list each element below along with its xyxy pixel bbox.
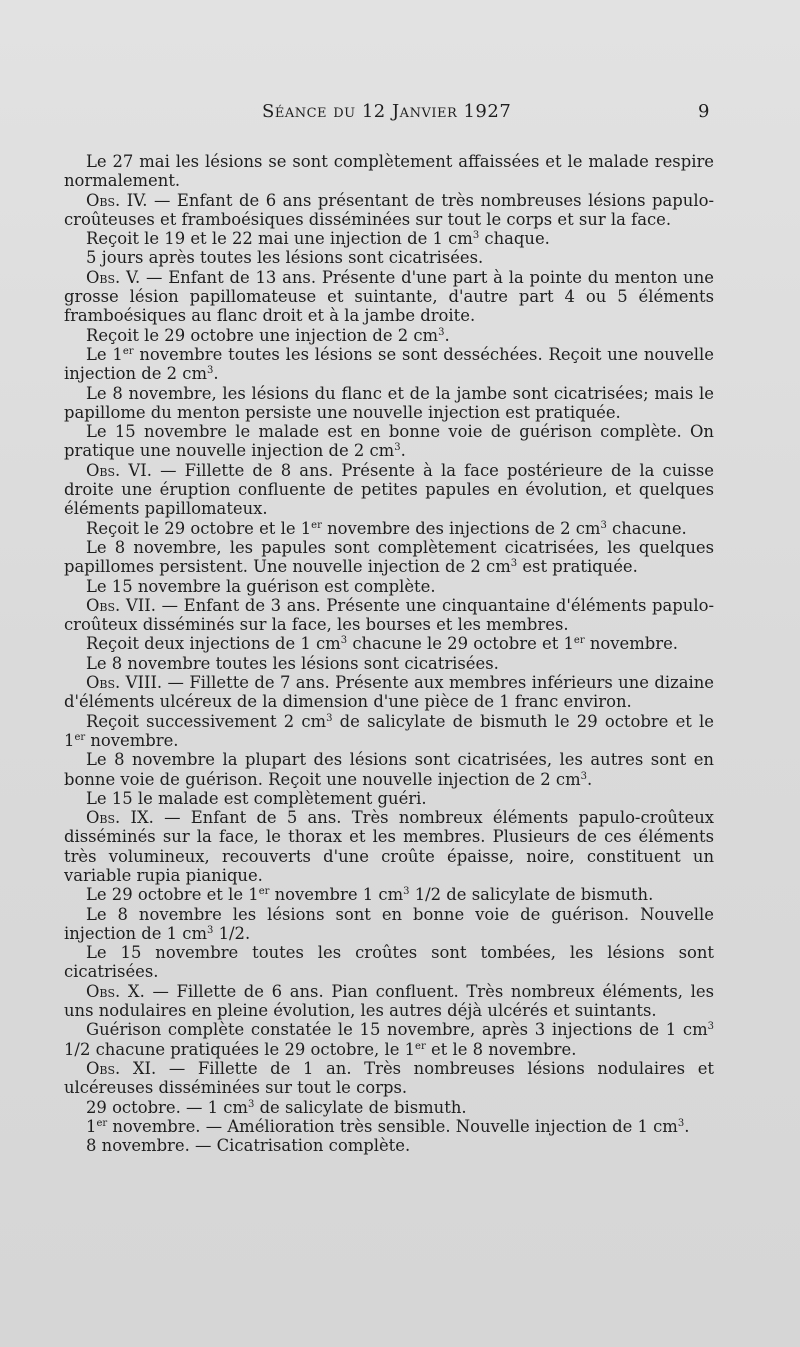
superscript: 3 xyxy=(207,924,214,936)
paragraph xyxy=(64,577,714,596)
text-run: Le 15 novembre le malade est en bonne voie de guérison complète. On pratique une nouvelle injection de 2 cm xyxy=(64,422,714,461)
superscript: 3 xyxy=(438,326,445,338)
text-run: . xyxy=(213,364,219,384)
paragraph xyxy=(64,519,714,538)
running-title: Séance du 12 Janvier 1927 xyxy=(262,101,512,122)
text-run: chacune le 29 octobre et 1 xyxy=(347,634,574,654)
paragraph xyxy=(64,634,714,653)
paragraph xyxy=(64,1098,714,1117)
text-run: Le 8 novembre les lésions sont en bonne voie de guérison. Nouvelle injection de 1 cm xyxy=(64,904,714,943)
paragraph xyxy=(64,248,714,267)
text-run: novembre des injections de 2 cm xyxy=(321,518,601,538)
paragraph xyxy=(64,345,714,384)
text-run: — Fillette de 6 ans. Pian confluent. Très nombreux éléments, les uns nodulaires en pleine évolution, les autres déjà ulcérés et suintants. xyxy=(64,981,714,1021)
superscript: 3 xyxy=(394,442,401,454)
superscript: er xyxy=(122,345,134,357)
paragraph xyxy=(64,885,714,904)
superscript: 3 xyxy=(580,770,587,782)
text-run: 1/2 chacune pratiquées le 29 octobre, le 1 xyxy=(64,1039,416,1059)
observation-label: Obs. X. xyxy=(86,981,145,1001)
superscript: er xyxy=(258,886,270,898)
paragraph xyxy=(64,1059,714,1098)
paragraph xyxy=(64,422,714,461)
superscript: 3 xyxy=(403,886,410,898)
text-run: de salicylate de bismuth le 29 octobre et le 1 xyxy=(64,711,714,750)
text-run: Le 15 novembre la guérison est complète. xyxy=(86,576,436,596)
superscript: 3 xyxy=(677,1117,685,1129)
text-run: — Enfant de 3 ans. Présente une cinquantaine d'éléments papulo-croûteux disséminés sur la face, les bourses et les membres. xyxy=(64,595,714,635)
text-run: novembre toutes les lésions se sont desséchées. Reçoit une nouvelle injection de 2 cm xyxy=(64,344,714,384)
paragraph xyxy=(64,538,714,577)
superscript: er xyxy=(573,635,585,647)
text-run: Reçoit deux injections de 1 cm xyxy=(86,634,341,654)
paragraph xyxy=(64,808,714,885)
text-run: novembre. xyxy=(584,634,678,654)
superscript: er xyxy=(96,1117,108,1129)
paragraph xyxy=(64,1136,714,1155)
superscript: 3 xyxy=(247,1098,255,1110)
paragraph xyxy=(64,268,714,326)
text-run: . xyxy=(684,1116,690,1136)
text-run: Le 15 le malade est complètement guéri. xyxy=(86,788,427,808)
text-run: — Fillette de 1 an. Très nombreuses lésions nodulaires et ulcéreuses disséminées sur tout le corps. xyxy=(64,1058,714,1098)
text-run: novembre. xyxy=(85,730,179,750)
text-run: 1 xyxy=(86,1116,97,1136)
text-run: Le 8 novembre la plupart des lésions sont cicatrisées, les autres sont en bonne voie de guérison. Reçoit une nouvelle injection de 2 cm xyxy=(64,750,714,789)
text-run: Le 8 novembre, les lésions du flanc et de la jambe sont cicatrisées; mais le papillome du menton persiste une nouvelle injection est pratiquée. xyxy=(64,383,714,422)
text-run: 29 octobre. — 1 cm xyxy=(86,1097,248,1117)
paragraph xyxy=(64,596,714,635)
paragraph xyxy=(64,789,714,808)
observation-label: Obs. XI. xyxy=(86,1058,157,1078)
superscript: er xyxy=(74,731,86,743)
paragraph xyxy=(64,654,714,673)
observation-label: Obs. V. xyxy=(86,267,141,287)
text-run: Guérison complète constatée le 15 novembre, après 3 injections de 1 cm xyxy=(86,1020,708,1040)
superscript: 3 xyxy=(707,1021,714,1033)
paragraph xyxy=(64,750,714,789)
superscript: er xyxy=(415,1040,426,1052)
text-run: — Enfant de 5 ans. Très nombreux éléments papulo-croûteux disséminés sur la face, le thorax et les membres. Plusieurs de ces éléments très volumineux, recouverts d'une croûte épaisse, noire, constituent un variable rupia pianique. xyxy=(64,808,714,885)
text-run: Reçoit le 29 octobre et le 1 xyxy=(86,518,312,538)
text-run: . xyxy=(587,769,593,789)
body-text xyxy=(64,152,714,1155)
paragraph xyxy=(64,982,714,1021)
paragraph xyxy=(64,673,714,712)
paragraph xyxy=(64,326,714,345)
page-number: 9 xyxy=(698,101,710,122)
text-run: Le 8 novembre toutes les lésions sont cicatrisées. xyxy=(86,653,499,673)
text-run: 1/2 de salicylate de bismuth. xyxy=(409,885,654,905)
text-run: — Fillette de 8 ans. Présente à la face postérieure de la cuisse droite une éruption confluente de petites papules en évolution, et quelques éléments papillomateux. xyxy=(64,460,715,519)
superscript: 3 xyxy=(472,230,480,242)
text-run: Le 1 xyxy=(86,344,123,364)
text-run: 8 novembre. — Cicatrisation complète. xyxy=(86,1136,411,1156)
superscript: 3 xyxy=(600,519,607,531)
paragraph xyxy=(64,1020,714,1059)
text-run: 1/2. xyxy=(213,923,251,943)
paragraph xyxy=(64,461,714,519)
text-run: et le 8 novembre. xyxy=(425,1039,577,1059)
paragraph xyxy=(64,943,714,982)
text-run: de salicylate de bismuth. xyxy=(254,1097,467,1117)
text-run: Reçoit le 29 octobre une injection de 2 cm xyxy=(86,325,439,345)
superscript: er xyxy=(311,519,322,531)
text-run: Le 29 octobre et le 1 xyxy=(86,885,259,905)
observation-label: Obs. IV. xyxy=(86,190,148,210)
observation-label: Obs. VII. xyxy=(86,595,156,615)
text-run: novembre 1 cm xyxy=(269,885,404,905)
text-run: — Enfant de 6 ans présentant de très nombreuses lésions papulo-croûteuses et framboésiques disséminées sur tout le corps et sur la face. xyxy=(64,190,715,229)
paragraph xyxy=(64,229,714,248)
text-run: chacune. xyxy=(606,518,687,538)
text-run: 5 jours après toutes les lésions sont cicatrisées. xyxy=(86,248,484,268)
text-run: Le 8 novembre, les papules sont complètement cicatrisées, les quelques papillomes persistent. Une nouvelle injection de 2 cm xyxy=(64,537,714,577)
observation-label: Obs. IX. xyxy=(86,808,154,828)
page-header xyxy=(0,101,800,131)
superscript: 3 xyxy=(340,635,348,647)
superscript: 3 xyxy=(510,558,518,570)
paragraph xyxy=(64,712,714,751)
paragraph xyxy=(64,905,714,944)
paragraph xyxy=(64,384,714,423)
text-run: Reçoit le 19 et le 22 mai une injection de 1 cm xyxy=(86,229,473,249)
text-run: Reçoit successivement 2 cm xyxy=(86,711,327,731)
paragraph xyxy=(64,1117,714,1136)
text-run: chaque. xyxy=(479,229,550,249)
observation-label: Obs. VI. xyxy=(86,460,152,480)
text-run: novembre. — Amélioration très sensible. Nouvelle injection de 1 cm xyxy=(107,1116,678,1136)
superscript: 3 xyxy=(207,365,214,377)
text-run: Le 27 mai les lésions se sont complètement affaissées et le malade respire normalement. xyxy=(64,152,714,191)
text-run: — Fillette de 7 ans. Présente aux membres inférieurs une dizaine d'éléments ulcéreux de la dimension d'une pièce de 1 franc environ. xyxy=(64,673,715,712)
superscript: 3 xyxy=(326,712,333,724)
text-run: . xyxy=(444,325,450,345)
paragraph xyxy=(64,191,714,230)
text-run: est pratiquée. xyxy=(517,557,638,577)
paragraph xyxy=(64,152,714,191)
text-run: . xyxy=(400,441,406,461)
text-run: — Enfant de 13 ans. Présente d'une part à la pointe du menton une grosse lésion papillomateuse et suintante, d'autre part 4 ou 5 éléments framboésiques au flanc droit et à la jambe droite. xyxy=(64,267,714,326)
text-run: Le 15 novembre toutes les croûtes sont tombées, les lésions sont cicatrisées. xyxy=(64,943,714,982)
observation-label: Obs. VIII. xyxy=(86,673,163,693)
